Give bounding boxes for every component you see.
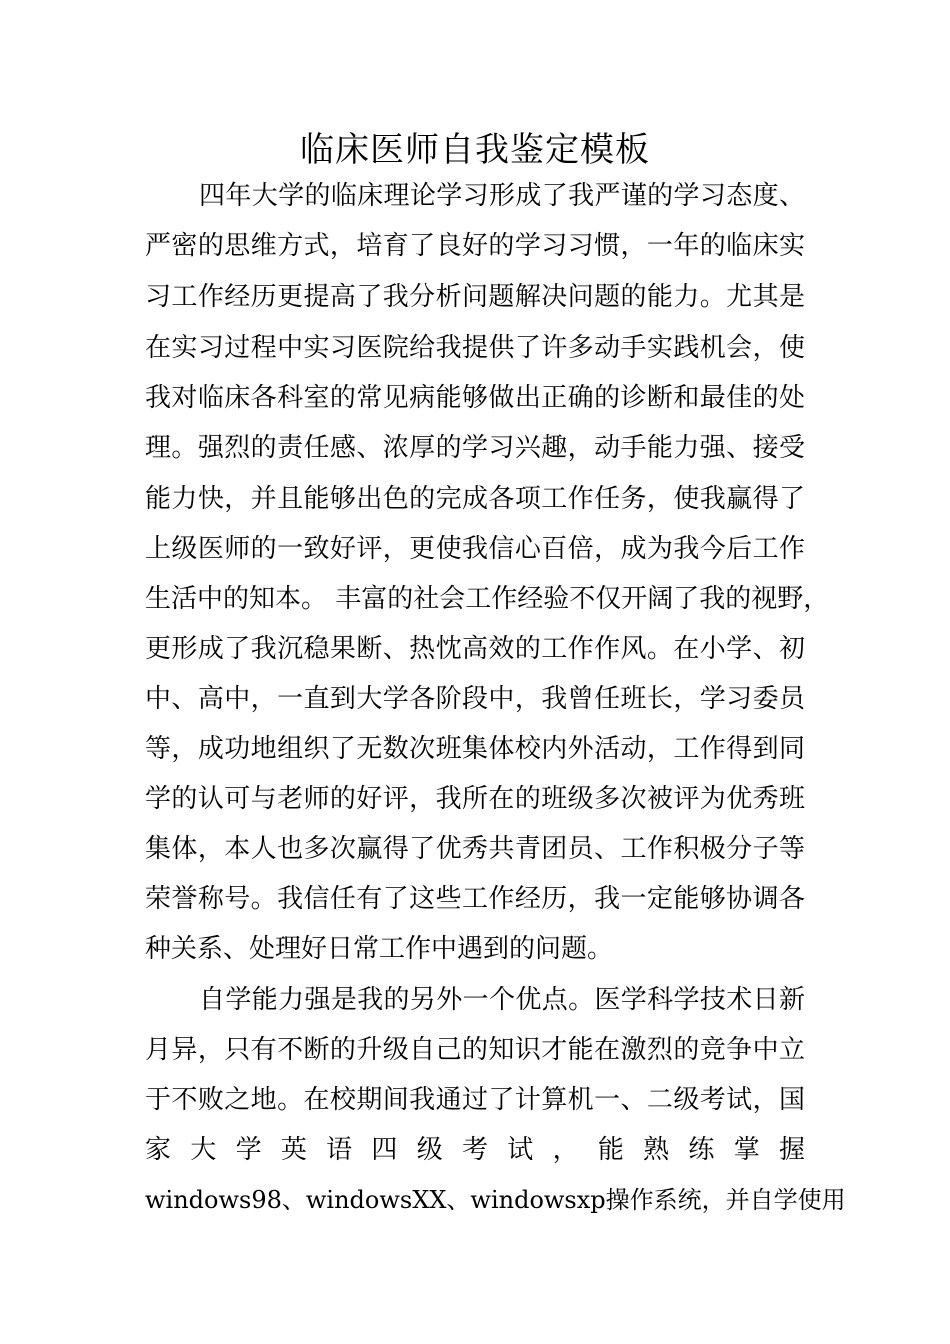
paragraph-1-line-12: 等，成功地组织了无数次班集体校内外活动，工作得到同	[145, 734, 805, 764]
paragraph-2-line-3: 于不败之地。在校期间我通过了计算机一、二级考试，国	[145, 1085, 805, 1115]
paragraph-1-line-8: 上级医师的一致好评，更使我信心百倍，成为我今后工作	[145, 534, 805, 564]
paragraph-1-line-14: 集体，本人也多次赢得了优秀共青团员、工作积极分子等	[145, 834, 805, 864]
paragraph-2-line-4: 家 大 学 英 语 四 级 考 试 ， 能 熟 练 掌 握	[145, 1135, 805, 1165]
paragraph-1-line-13: 学的认可与老师的好评，我所在的班级多次被评为优秀班	[145, 784, 805, 814]
paragraph-1-line-3: 习工作经历更提高了我分析问题解决问题的能力。尤其是	[145, 282, 805, 312]
paragraph-2-line-5: windows98、windowsXX、windowsxp操作系统，并自学使用	[145, 1186, 846, 1214]
paragraph-2-line-2: 月异，只有不断的升级自己的知识才能在激烈的竞争中立	[145, 1035, 805, 1065]
paragraph-1-line-2: 严密的思维方式，培育了良好的学习习惯，一年的临床实	[145, 231, 805, 261]
paragraph-1-line-1: 四年大学的临床理论学习形成了我严谨的学习态度、	[199, 181, 805, 211]
paragraph-1-line-15: 荣誉称号。我信任有了这些工作经历，我一定能够协调各	[145, 884, 805, 914]
paragraph-1-line-5: 我对临床各科室的常见病能够做出正确的诊断和最佳的处	[145, 383, 805, 413]
paragraph-1-line-4: 在实习过程中实习医院给我提供了许多动手实践机会，使	[145, 333, 805, 363]
paragraph-1-line-7: 能力快，并且能够出色的完成各项工作任务，使我赢得了	[145, 484, 805, 514]
paragraph-1-line-6: 理。强烈的责任感、浓厚的学习兴趣，动手能力强、接受	[145, 433, 805, 463]
paragraph-1-line-16: 种关系、处理好日常工作中遇到的问题。	[145, 934, 614, 964]
paragraph-1-line-9: 生活中的知本。 丰富的社会工作经验不仅开阔了我的视野，	[145, 584, 830, 614]
paragraph-1-line-11: 中、高中，一直到大学各阶段中，我曾任班长，学习委员	[145, 684, 805, 714]
document-title: 临床医师自我鉴定模板	[300, 130, 650, 170]
paragraph-1-line-10: 更形成了我沉稳果断、热忱高效的工作作风。在小学、初	[145, 634, 805, 664]
paragraph-2-line-1: 自学能力强是我的另外一个优点。医学科学技术日新	[199, 985, 805, 1015]
